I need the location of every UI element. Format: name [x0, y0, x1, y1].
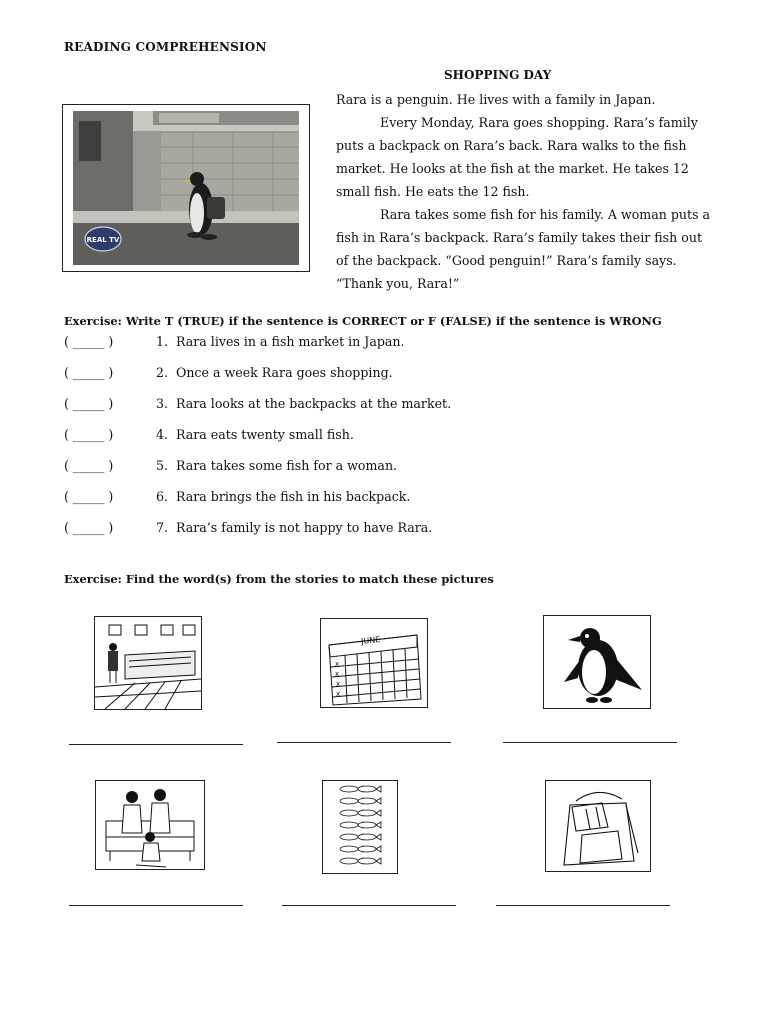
svg-text:x: x [335, 660, 340, 668]
answer-line[interactable] [282, 905, 456, 906]
story-paragraph-1: Rara is a penguin. He lives with a family in Japan. [336, 92, 656, 107]
tv-logo: REAL TV [86, 236, 120, 244]
true-false-list [64, 332, 704, 549]
calendar-drawing [321, 619, 427, 707]
fish-picture [322, 780, 398, 874]
question-text: Rara brings the fish in his backpack. [176, 489, 411, 504]
answer-blank[interactable]: ( _____ ) [64, 520, 114, 535]
question-number: 5. [155, 458, 168, 473]
story-title: SHOPPING DAY [444, 68, 552, 82]
backpack-drawing [546, 781, 650, 871]
market-picture [94, 616, 202, 710]
svg-text:x: x [335, 670, 340, 678]
answer-blank[interactable]: ( _____ ) [64, 365, 114, 380]
family-drawing [96, 781, 204, 869]
question-number: 3. [155, 396, 168, 411]
answer-blank[interactable]: ( _____ ) [64, 458, 114, 473]
penguin-picture [543, 615, 651, 709]
question-number: 2. [155, 365, 168, 380]
question-text: Rara looks at the backpacks at the market. [176, 396, 452, 411]
story-paragraph-3: Rara takes some fish for his family. A woman puts a fish in Rara’s backpack. Rara’s family takes their fish out of the backpack. “Good penguin!” Rara’s family says. “Thank you, Rara!” [336, 207, 711, 291]
question-text: Once a week Rara goes shopping. [176, 365, 393, 380]
answer-blank[interactable]: ( _____ ) [64, 396, 114, 411]
question-text: Rara takes some fish for a woman. [176, 458, 398, 473]
question-row [64, 518, 704, 549]
svg-text:x: x [336, 690, 341, 698]
question-row [64, 363, 704, 394]
calendar-picture [320, 618, 428, 708]
answer-line[interactable] [503, 742, 677, 743]
question-text: Rara eats twenty small fish. [176, 427, 354, 442]
exercise-1-instruction: Exercise: Write T (TRUE) if the sentence is CORRECT or F (FALSE) if the sentence is WRONG [64, 314, 662, 328]
question-row [64, 487, 704, 518]
fish-drawing [323, 781, 397, 873]
penguin-drawing [544, 616, 650, 708]
svg-text:x: x [336, 680, 341, 688]
penguin-photo [62, 104, 310, 272]
story-paragraph-2: Every Monday, Rara goes shopping. Rara’s family puts a backpack on Rara’s back. Rara walks to the fish market. He looks at the fish at the market. He takes 12 small fish. He eats the 12 fish. [336, 115, 698, 199]
family-picture [95, 780, 205, 870]
answer-line[interactable] [69, 744, 243, 745]
backpack-picture [545, 780, 651, 872]
question-number: 4. [155, 427, 168, 442]
question-text: Rara’s family is not happy to have Rara. [176, 520, 433, 535]
question-text: Rara lives in a fish market in Japan. [176, 334, 405, 349]
question-row [64, 394, 704, 425]
answer-line[interactable] [277, 742, 451, 743]
question-number: 7. [155, 520, 168, 535]
answer-line[interactable] [69, 905, 243, 906]
question-row [64, 332, 704, 363]
exercise-2-instruction: Exercise: Find the word(s) from the stories to match these pictures [64, 572, 494, 586]
market-drawing [95, 617, 201, 709]
question-row [64, 425, 704, 456]
question-row [64, 456, 704, 487]
question-number: 6. [155, 489, 168, 504]
answer-blank[interactable]: ( _____ ) [64, 334, 114, 349]
penguin-photo-image [73, 111, 299, 265]
answer-blank[interactable]: ( _____ ) [64, 489, 114, 504]
answer-blank[interactable]: ( _____ ) [64, 427, 114, 442]
answer-line[interactable] [496, 905, 670, 906]
question-number: 1. [155, 334, 168, 349]
story-text [336, 88, 716, 295]
page-heading: READING COMPREHENSION [64, 40, 267, 54]
calendar-month: JUNE [360, 635, 381, 646]
